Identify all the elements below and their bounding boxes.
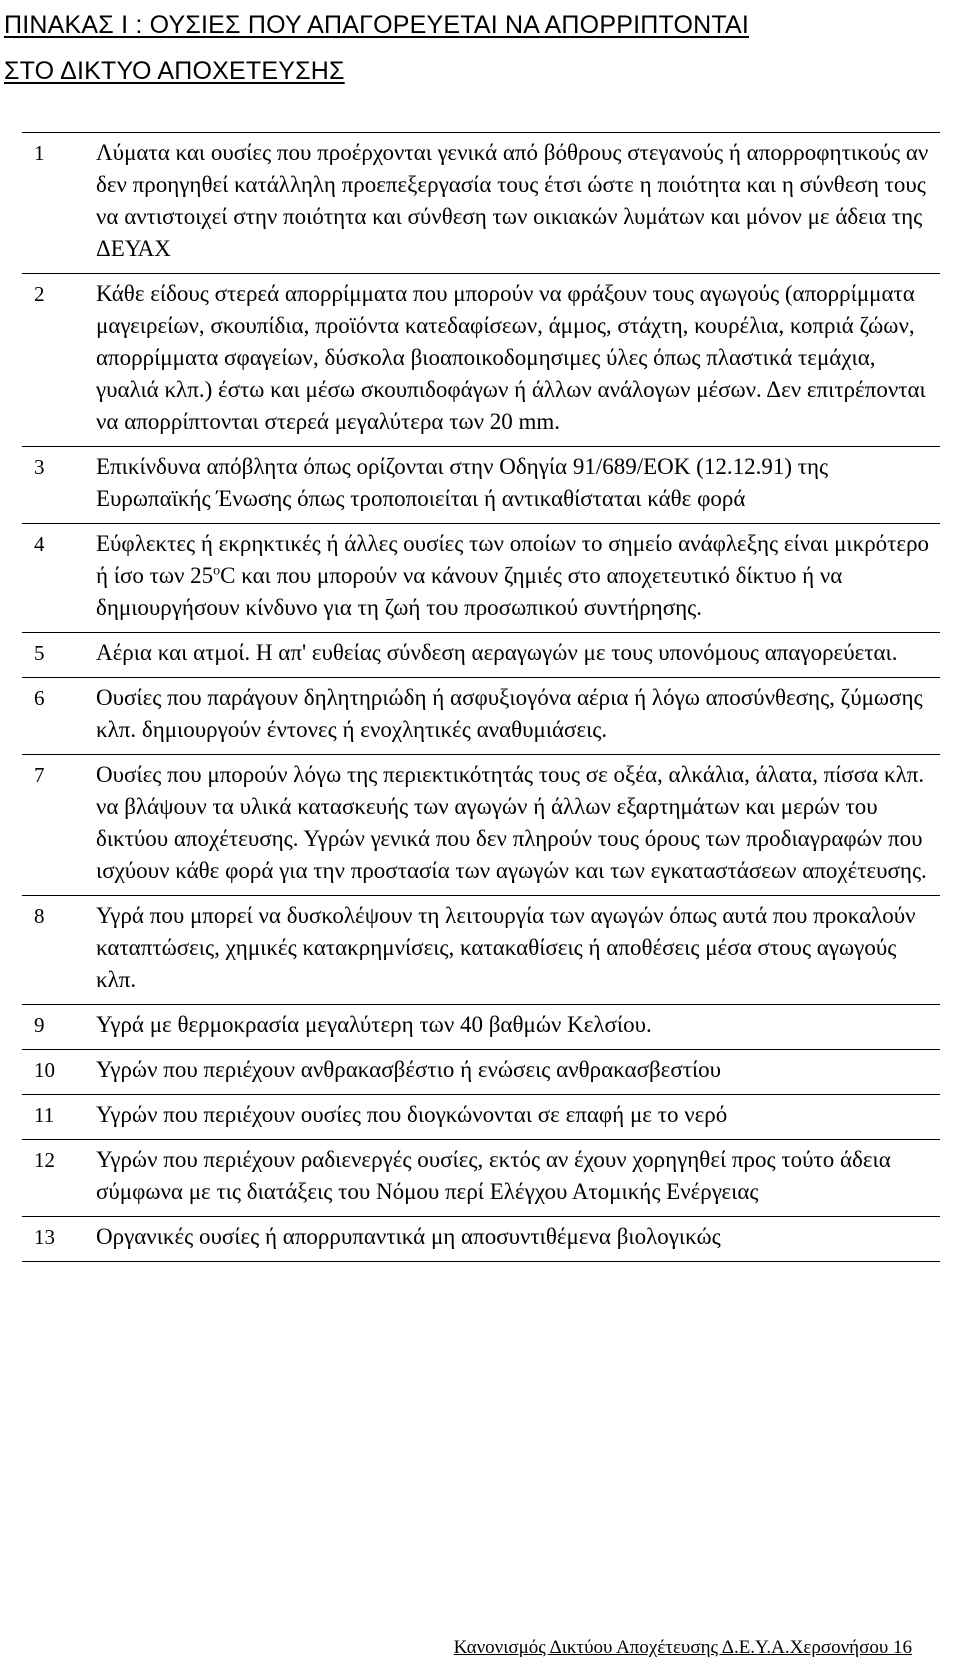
item-number: 7 (22, 755, 76, 896)
table-row (22, 896, 940, 1005)
table-row (22, 678, 940, 755)
item-text: Υγρά με θερμοκρασία μεγαλύτερη των 40 βαθμών Κελσίου. (76, 1005, 940, 1050)
item-text: Ουσίες που μπορούν λόγω της περιεκτικότητάς τους σε οξέα, αλκάλια, άλατα, πίσσα κλπ. να βλάψουν τα υλικά κατασκευής των αγωγών ή άλλων εξαρτημάτων και μερών του δικτύου αποχέτευσης. Υγρών γενικά που δεν πληρούν τους όρους των προδιαγραφών που ισχύουν κάθε φορά για την προστασία των αγωγών και των εγκαταστάσεων αποχέτευσης. (76, 755, 940, 896)
item-text (76, 524, 940, 633)
item-text: Υγρά που μπορεί να δυσκολέψουν τη λειτουργία των αγωγών όπως αυτά που προκαλούν καταπτώσεις, χημικές κατακρημνίσεις, κατακαθίσεις ή αποθέσεις μέσα στους αγωγούς κλπ. (76, 896, 940, 1005)
table-row (22, 447, 940, 524)
title-line-2: ΣΤΟ ΔΙΚΤΥΟ ΑΠΟΧΕΤΕΥΣΗΣ (4, 57, 345, 85)
item-number: 2 (22, 274, 76, 447)
item-text: Υγρών που περιέχουν ουσίες που διογκώνονται σε επαφή με το νερό (76, 1095, 940, 1140)
table-row (22, 1217, 940, 1262)
item-number: 5 (22, 633, 76, 678)
title-line-1: ΠΙΝΑΚΑΣ Ι : ΟΥΣΙΕΣ ΠΟΥ ΑΠΑΓΟΡΕΥΕΤΑΙ ΝΑ ΑΠΟΡΡΙΠΤΟΝΤΑΙ (4, 11, 750, 39)
table-row (22, 1095, 940, 1140)
item-text: Ουσίες που παράγουν δηλητηριώδη ή ασφυξιογόνα αέρια ή λόγω αποσύνθεσης, ζύμωσης κλπ. δημιουργούν έντονες ή ενοχλητικές αναθυμιάσεις. (76, 678, 940, 755)
item-text: Αέρια και ατμοί. Η απ' ευθείας σύνδεση αεραγωγών με τους υπονόμους απαγορεύεται. (76, 633, 940, 678)
item-text: Λύματα και ουσίες που προέρχονται γενικά από βόθρους στεγανούς ή απορροφητικούς αν δεν προηγηθεί κατάλληλη προεπεξεργασία τους έτσι ώστε η ποιότητα και η σύνθεση τους να αντιστοιχεί στην ποιότητα και σύνθεση των οικιακών λυμάτων και μόνον με άδεια της ΔΕΥΑΧ (76, 133, 940, 274)
page-footer: Κανονισμός Δικτύου Αποχέτευσης Δ.Ε.Υ.Α.Χερσονήσου 16 (453, 1637, 912, 1658)
table-row (22, 1140, 940, 1217)
table-row (22, 524, 940, 633)
item-number: 10 (22, 1050, 76, 1095)
item-text: Υγρών που περιέχουν ραδιενεργές ουσίες, εκτός αν έχουν χορηγηθεί προς τούτο άδεια σύμφωνα με τις διατάξεις του Νόμου περί Ελέγχου Ατομικής Ενέργειας (76, 1140, 940, 1217)
item-number: 9 (22, 1005, 76, 1050)
table-row (22, 274, 940, 447)
table-row (22, 1050, 940, 1095)
item-text: Υγρών που περιέχουν ανθρακασβέστιο ή ενώσεις ανθρακασβεστίου (76, 1050, 940, 1095)
item-number: 8 (22, 896, 76, 1005)
prohibited-substances-table (22, 132, 940, 1262)
degree-superscript: o (213, 563, 221, 579)
item-text: Κάθε είδους στερεά απορρίμματα που μπορούν να φράξουν τους αγωγούς (απορρίμματα μαγειρείων, σκουπίδια, προϊόντα κατεδαφίσεων, άμμος, στάχτη, κουρέλια, κοπριά ζώων, απορρίμματα σφαγείων, δύσκολα βιοαποικοδομησιμες ύλες όπως πλαστικά τεμάχια, γυαλιά κλπ.) έστω και μέσω σκουπιδοφάγων ή άλλων ανάλογων μέσων. Δεν επιτρέπονται να απορρίπτονται στερεά μεγαλύτερα των 20 mm. (76, 274, 940, 447)
item-number: 12 (22, 1140, 76, 1217)
item-number: 13 (22, 1217, 76, 1262)
table-row (22, 633, 940, 678)
table-row (22, 755, 940, 896)
item-number: 11 (22, 1095, 76, 1140)
item-text-part: Εύφλεκτες ή εκρηκτικές ή άλλες ουσίες των οποίων το σημείο ανάφλεξης είναι μικρότερο ή ίσο των 25 (96, 531, 930, 588)
item-number: 3 (22, 447, 76, 524)
item-number: 1 (22, 133, 76, 274)
item-text-part: C και που μπορούν να κάνουν ζημιές στο αποχετευτικό δίκτυο ή να δημιουργήσουν κίνδυνο για τη ζωή του προσωπικού συντήρησης. (96, 563, 843, 620)
table-row (22, 1005, 940, 1050)
item-number: 4 (22, 524, 76, 633)
table-row (22, 133, 940, 274)
item-number: 6 (22, 678, 76, 755)
item-text: Επικίνδυνα απόβλητα όπως ορίζονται στην Οδηγία 91/689/ΕΟΚ (12.12.91) της Ευρωπαϊκής Ένωσης όπως τροποποιείται ή αντικαθίσταται κάθε φορά (76, 447, 940, 524)
item-text: Οργανικές ουσίες ή απορρυπαντικά μη αποσυντιθέμενα βιολογικώς (76, 1217, 940, 1262)
page-title (4, 2, 944, 94)
